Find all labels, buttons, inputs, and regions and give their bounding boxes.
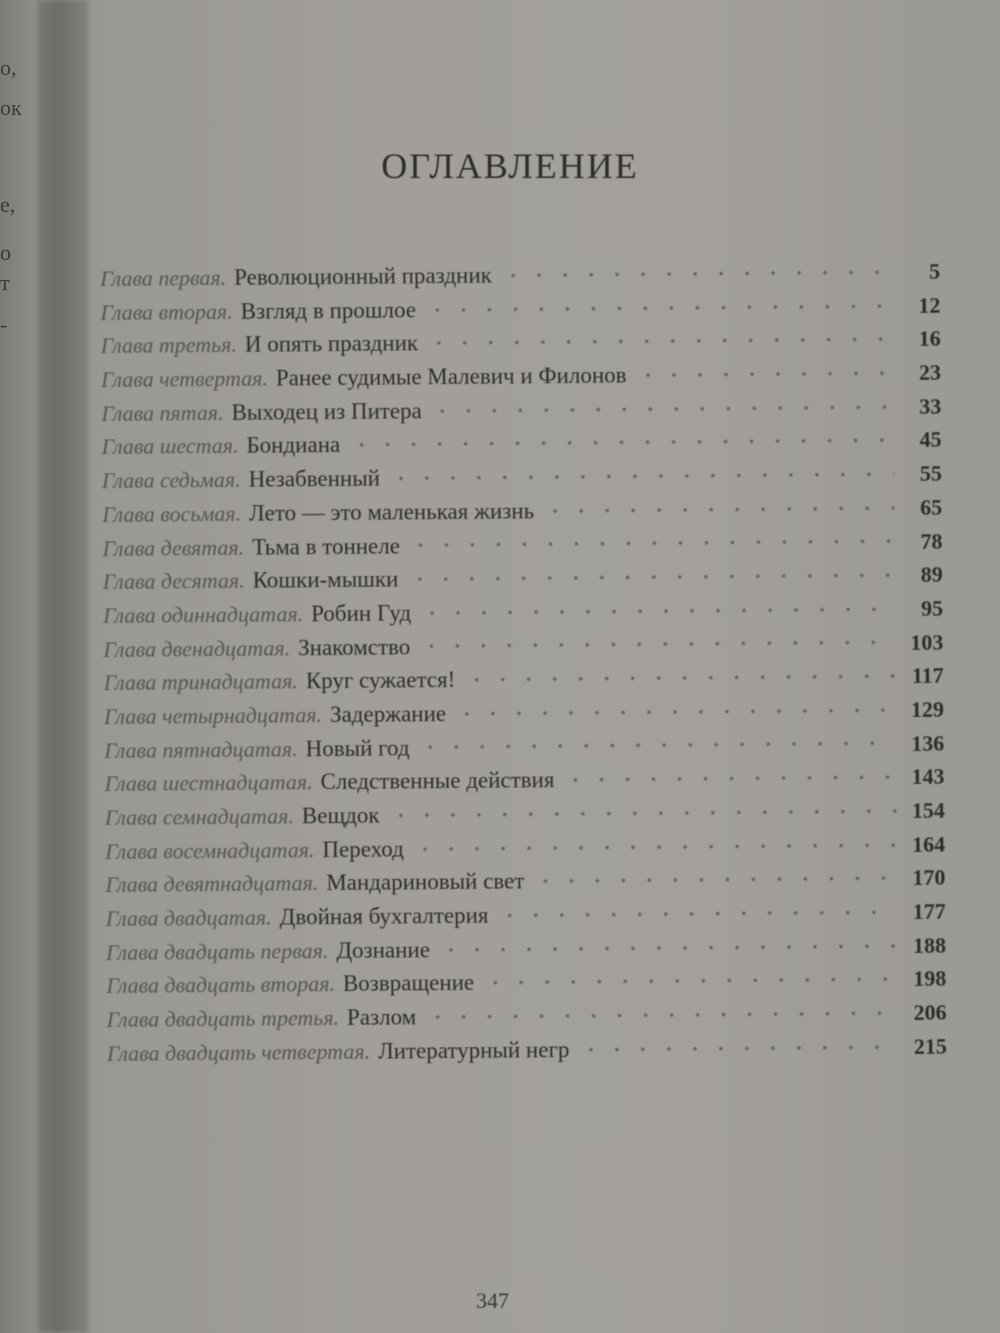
chapter-title: Задержание bbox=[329, 700, 447, 727]
dot-leader bbox=[418, 742, 897, 750]
chapter-number: Глава вторая. bbox=[100, 298, 233, 325]
dot-leader bbox=[419, 607, 895, 615]
chapter-page-number: 78 bbox=[920, 528, 943, 554]
chapter-page-number: 170 bbox=[912, 865, 946, 891]
chapter-number: Глава двадцать третья. bbox=[106, 1005, 340, 1033]
chapter-number: Глава двадцать первая. bbox=[105, 937, 329, 965]
chapter-page-number: 45 bbox=[919, 427, 942, 453]
dot-leader bbox=[424, 304, 892, 312]
dot-leader bbox=[348, 438, 893, 447]
chapter-title: Робин Гуд bbox=[311, 600, 412, 627]
chapter-title: Литературный негр bbox=[377, 1036, 570, 1064]
dot-leader bbox=[532, 876, 897, 883]
edge-fragment: е, bbox=[0, 192, 16, 217]
edge-fragment: т bbox=[0, 270, 10, 295]
dot-leader bbox=[418, 640, 895, 648]
chapter-title: Незабвенный bbox=[248, 465, 381, 492]
chapter-number: Глава пятая. bbox=[101, 399, 224, 426]
chapter-title: Кошки-мышки bbox=[252, 566, 399, 593]
dot-leader bbox=[426, 337, 893, 345]
chapter-page-number: 16 bbox=[918, 326, 941, 352]
dot-leader bbox=[577, 1045, 899, 1052]
book-gutter bbox=[38, 0, 88, 1333]
chapter-page-number: 103 bbox=[910, 629, 944, 655]
chapter-title: Двойная бухгалтерия bbox=[279, 902, 489, 930]
chapter-title: Лето — это маленькая жизнь bbox=[249, 498, 535, 526]
chapter-number: Глава первая. bbox=[100, 264, 227, 291]
chapter-page-number: 12 bbox=[918, 292, 941, 318]
dot-leader bbox=[562, 775, 896, 782]
edge-fragment: о bbox=[0, 240, 11, 265]
chapter-page-number: 164 bbox=[912, 831, 946, 857]
chapter-number: Глава четвертая. bbox=[100, 365, 269, 393]
chapter-title: Взгляд в прошлое bbox=[240, 296, 417, 324]
chapter-title: Дознание bbox=[336, 936, 431, 963]
chapter-number: Глава шестнадцатая. bbox=[104, 769, 313, 797]
dot-leader bbox=[463, 674, 895, 682]
chapter-title: Круг сужается! bbox=[305, 667, 456, 694]
chapter-number: Глава десятая. bbox=[102, 567, 245, 595]
dot-leader bbox=[454, 708, 896, 716]
chapter-title: Возвращение bbox=[342, 970, 475, 997]
page-number: 347 bbox=[476, 1288, 509, 1313]
chapter-page-number: 198 bbox=[913, 966, 947, 992]
table-of-contents bbox=[100, 255, 947, 1071]
edge-fragment: о, bbox=[0, 55, 17, 80]
chapter-title: Вещдок bbox=[301, 802, 380, 829]
page-title: ОГЛАВЛЕНИЕ bbox=[381, 146, 639, 186]
chapter-number: Глава двенадцатая. bbox=[103, 634, 291, 662]
chapter-title: И опять праздник bbox=[244, 330, 419, 358]
chapter-page-number: 65 bbox=[920, 494, 943, 520]
chapter-page-number: 5 bbox=[929, 258, 941, 284]
chapter-number: Глава девятнадцатая. bbox=[105, 870, 319, 898]
chapter-number: Глава третья. bbox=[100, 332, 237, 359]
chapter-page-number: 188 bbox=[912, 932, 947, 958]
chapter-page-number: 89 bbox=[920, 561, 943, 588]
chapter-title: Переход bbox=[322, 836, 404, 862]
chapter-title: Тьма в тоннеле bbox=[252, 532, 401, 560]
chapter-title: Революционный праздник bbox=[234, 262, 492, 290]
dot-leader bbox=[387, 809, 896, 817]
chapter-page-number: 143 bbox=[911, 763, 945, 790]
dot-leader bbox=[406, 573, 894, 581]
chapter-page-number: 215 bbox=[913, 1033, 947, 1059]
chapter-number: Глава девятая. bbox=[102, 534, 245, 561]
chapter-page-number: 177 bbox=[912, 898, 946, 924]
chapter-title: Следственные действия bbox=[320, 767, 555, 795]
chapter-page-number: 136 bbox=[911, 730, 945, 756]
chapter-number: Глава восемнадцатая. bbox=[105, 836, 315, 864]
dot-leader bbox=[635, 371, 894, 377]
dot-leader bbox=[496, 910, 897, 918]
chapter-number: Глава восьмая. bbox=[102, 500, 242, 527]
chapter-number: Глава одиннадцатая. bbox=[102, 601, 304, 628]
dot-leader bbox=[388, 472, 894, 480]
chapter-page-number: 129 bbox=[910, 696, 945, 722]
chapter-page-number: 55 bbox=[919, 460, 942, 486]
chapter-number: Глава двадцатая. bbox=[105, 904, 272, 932]
chapter-number: Глава тринадцатая. bbox=[103, 668, 298, 696]
dot-leader bbox=[424, 1011, 898, 1019]
dot-leader bbox=[500, 270, 892, 277]
chapter-page-number: 206 bbox=[913, 999, 947, 1026]
dot-leader bbox=[482, 977, 898, 985]
chapter-title: Выходец из Питера bbox=[231, 397, 422, 425]
chapter-page-number: 117 bbox=[911, 662, 944, 689]
chapter-title: Бондиана bbox=[246, 432, 341, 459]
chapter-number: Глава двадцать четвертая. bbox=[106, 1038, 371, 1066]
edge-fragment: - bbox=[0, 312, 8, 337]
chapter-page-number: 95 bbox=[920, 595, 944, 621]
dot-leader bbox=[438, 944, 898, 952]
chapter-number: Глава четырнадцатая. bbox=[103, 702, 323, 729]
toc-entry bbox=[107, 1029, 947, 1070]
chapter-title: Ранее судимые Малевич и Филонов bbox=[275, 362, 627, 391]
chapter-number: Глава шестая. bbox=[101, 433, 239, 460]
chapter-page-number: 154 bbox=[911, 797, 945, 823]
dot-leader bbox=[430, 405, 894, 413]
chapter-number: Глава двадцать вторая. bbox=[106, 971, 336, 999]
dot-leader bbox=[408, 539, 895, 547]
chapter-number: Глава седьмая. bbox=[101, 466, 241, 494]
dot-leader bbox=[542, 506, 894, 513]
chapter-page-number: 23 bbox=[918, 359, 942, 385]
chapter-title: Мандариновый свет bbox=[326, 868, 525, 896]
chapter-title: Знакомство bbox=[298, 633, 411, 660]
chapter-number: Глава пятнадцатая. bbox=[104, 735, 298, 763]
dot-leader bbox=[412, 843, 897, 851]
chapter-title: Разлом bbox=[346, 1004, 417, 1030]
chapter-page-number: 33 bbox=[919, 393, 942, 419]
chapter-number: Глава семнадцатая. bbox=[104, 803, 294, 830]
chapter-title: Новый год bbox=[305, 734, 410, 761]
edge-fragment: ок bbox=[0, 95, 22, 120]
